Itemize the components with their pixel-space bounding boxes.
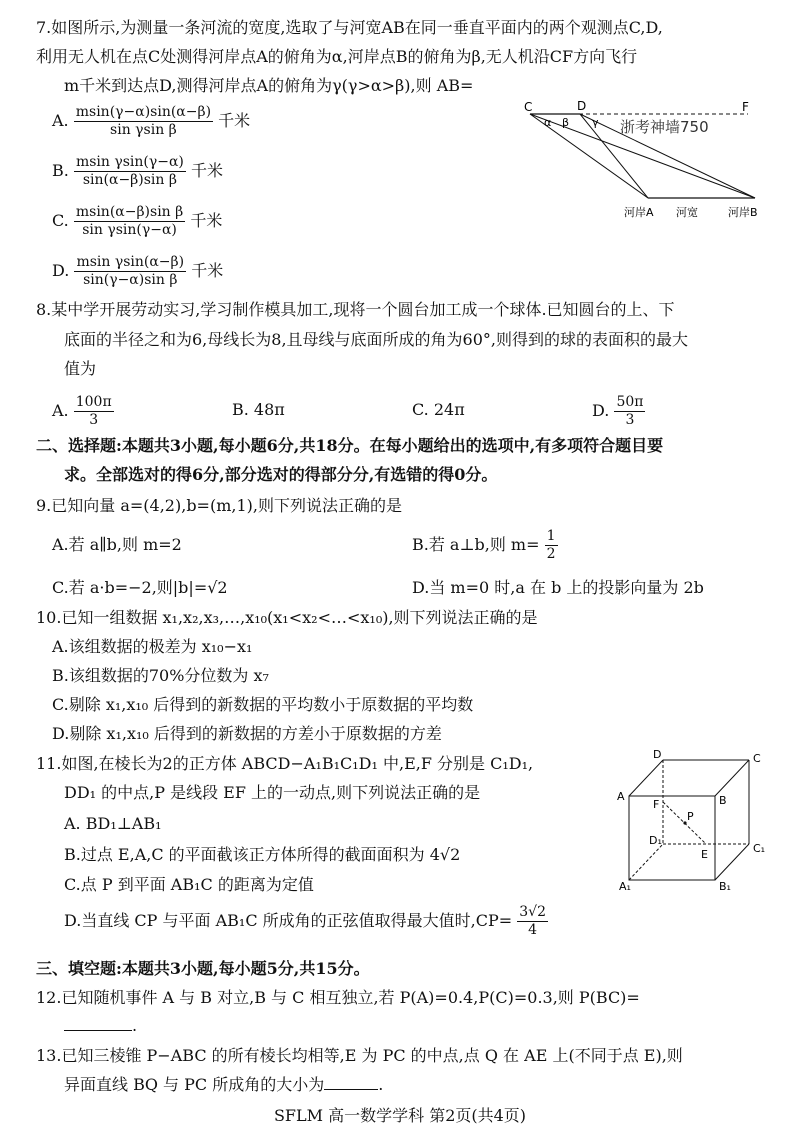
q12-answer-line: . xyxy=(64,1016,137,1036)
q7-label-bank-b: 河岸B xyxy=(728,206,758,219)
q11-line2: DD₁ 的中点,P 是线段 EF 上的一动点,则下列说法正确的是 xyxy=(64,783,481,802)
q13-line1: 13.已知三棱锥 P−ABC 的所有棱长均相等,E 为 PC 的中点,点 Q 在 AE 上(不同于点 E),则 xyxy=(36,1046,683,1065)
q13-answer-blank[interactable] xyxy=(324,1075,378,1090)
q7-option-c xyxy=(52,204,222,239)
q7-option-d-fraction: $\frac{\text{msin γsin(α−β)}}{\text{sin(γ−α)sin β}}$ xyxy=(76,254,185,288)
page-footer: SFLM 高一数学学科 第2页(共4页) xyxy=(273,1106,527,1125)
section2-heading-line2: 求。全部选对的得6分,部分选对的得部分分,有选错的得0分。 xyxy=(64,465,498,484)
q11-edge-ad xyxy=(629,760,663,796)
q7-line1: 7.如图所示,为测量一条河流的宽度,选取了与河宽AB在同一垂直平面内的两个观测点C,D, xyxy=(36,18,663,37)
q7-label-gamma: γ xyxy=(592,116,599,129)
q8-option-b: B. 48π xyxy=(232,400,285,419)
q7-label-bank-a: 河岸A xyxy=(624,206,654,219)
q7-label-width: 河宽 xyxy=(676,206,698,219)
q11-label-c: C xyxy=(753,752,761,765)
q7-watermark: 浙考神墙750 xyxy=(620,118,709,136)
q11-label-c1: C₁ xyxy=(753,842,766,855)
q7-label-f: F xyxy=(742,100,749,114)
q11-label-b: B xyxy=(719,794,727,807)
q7-option-a-fraction: $\frac{msin(\gamma-\alpha)\sin(\alpha-\beta)}{\text{sin γsin β}}$ xyxy=(75,104,212,138)
q9-stem: 9.已知向量 a=(4,2),b=(m,1),则下列说法正确的是 xyxy=(36,496,402,515)
q11-option-c: C.点 P 到平面 AB₁C 的距离为定值 xyxy=(64,875,314,894)
q8-line2: 底面的半径之和为6,母线长为8,且母线与底面所成的角为60°,则得到的球的表面积的最大 xyxy=(64,330,688,349)
q12-line1: 12.已知随机事件 A 与 B 对立,B 与 C 相互独立,若 P(A)=0.4,P(C)=0.3,则 P(BC)= xyxy=(36,988,640,1007)
q11-edge-bc xyxy=(715,760,749,796)
q8-option-d: D. $\frac{50\pi}{3}$ xyxy=(592,394,644,428)
q13-line2: 异面直线 BQ 与 PC 所成角的大小为 . xyxy=(64,1075,384,1094)
q11-label-b1: B₁ xyxy=(719,880,731,893)
q7-label-alpha: α xyxy=(544,116,552,129)
q9-option-a: A.若 a∥b,则 m=2 xyxy=(52,535,182,554)
q8-line3: 值为 xyxy=(64,359,97,378)
q11-cube-diagram xyxy=(615,748,775,896)
q11-option-b: B.过点 E,A,C 的平面截该正方体所得的截面面积为 4√2 xyxy=(64,845,461,864)
q7-option-a xyxy=(52,104,250,139)
q10-option-b: B.该组数据的70%分位数为 x₇ xyxy=(52,666,269,685)
q7-option-d-label: D. xyxy=(52,261,70,280)
q7-label-beta: β xyxy=(562,116,570,129)
q7-option-b-unit: 千米 xyxy=(190,161,223,180)
q11-label-p: P xyxy=(687,810,694,823)
q10-option-c: C.剔除 x₁,x₁₀ 后得到的新数据的平均数小于原数据的平均数 xyxy=(52,695,474,714)
q10-option-d: D.剔除 x₁,x₁₀ 后得到的新数据的方差小于原数据的方差 xyxy=(52,724,442,743)
q8-option-a: A. $\frac{100\pi}{3}$ xyxy=(52,394,112,428)
q8-line1: 8.某中学开展劳动实习,学习制作模具加工,现将一个圆台加工成一个球体.已知圆台的上、下 xyxy=(36,300,675,319)
q11-label-d: D xyxy=(653,748,662,761)
q8-option-a-fraction: $\frac{100\pi}{3}$ xyxy=(75,394,112,428)
q9-option-d: D.当 m=0 时,a 在 b 上的投影向量为 2b xyxy=(412,578,704,597)
q9-option-b-fraction: $\frac{1}{2}$ xyxy=(546,528,556,562)
section2-heading-line1: 二、选择题:本题共3小题,每小题6分,共18分。在每小题给出的选项中,有多项符合题目要 xyxy=(36,436,664,455)
q7-option-d-unit: 千米 xyxy=(191,261,224,280)
q11-line1: 11.如图,在棱长为2的正方体 ABCD−A₁B₁C₁D₁ 中,E,F 分别是 C₁D₁, xyxy=(36,754,534,773)
q7-label-d: D xyxy=(577,100,587,113)
q11-label-a: A xyxy=(617,790,625,803)
section3-heading: 三、填空题:本题共3小题,每小题5分,共15分。 xyxy=(36,959,370,978)
q10-option-a: A.该组数据的极差为 x₁₀−x₁ xyxy=(52,637,253,656)
q10-stem: 10.已知一组数据 x₁,x₂,x₃,…,x₁₀(x₁<x₂<…<x₁₀),则下列说法正确的是 xyxy=(36,608,538,627)
q7-option-b-label: B. xyxy=(52,161,69,180)
q7-line3: m千米到达点D,测得河岸点A的俯角为γ(γ>α>β),则 AB= xyxy=(64,76,474,95)
q7-river-diagram xyxy=(520,100,780,225)
q7-line2: 利用无人机在点C处测得河岸点A的俯角为α,河岸点B的俯角为β,无人机沿CF方向飞行 xyxy=(36,47,638,66)
q11-front-face xyxy=(629,796,715,880)
q7-label-c: C xyxy=(524,100,533,114)
q11-option-d-fraction: $\frac{3√2}{4}$ xyxy=(519,904,547,938)
q7-option-a-label: A. xyxy=(52,111,69,130)
q11-label-a1: A₁ xyxy=(619,880,631,893)
q7-option-a-unit: 千米 xyxy=(218,111,251,130)
q11-option-d: D.当直线 CP 与平面 AB₁C 所成角的正弦值取得最大值时,CP= $\frac{3√2}{4}$ xyxy=(64,904,547,938)
q7-option-c-fraction: $\frac{\text{msin(α−β)sin β}}{\text{sin γsin(γ−α)}}$ xyxy=(75,204,184,238)
q11-edge-b1c1 xyxy=(715,844,749,880)
q11-label-d1: D₁ xyxy=(649,834,662,847)
q8-option-d-fraction: $\frac{50\pi}{3}$ xyxy=(616,394,644,428)
q7-option-c-label: C. xyxy=(52,211,69,230)
q11-edge-a1d1 xyxy=(629,844,663,880)
q9-option-b: B.若 a⊥b,则 m= $\frac{1}{2}$ xyxy=(412,528,556,562)
q12-answer-blank[interactable] xyxy=(64,1016,132,1031)
q7-option-c-unit: 千米 xyxy=(190,211,223,230)
q8-option-c: C. 24π xyxy=(412,400,465,419)
q7-option-b xyxy=(52,154,223,189)
q11-option-a: A. BD₁⊥AB₁ xyxy=(64,814,162,833)
q11-label-e: E xyxy=(701,848,708,861)
q11-label-f: F xyxy=(653,798,660,811)
q7-option-d xyxy=(52,254,223,289)
q7-option-b-fraction: $\frac{\text{msin γsin(γ−α)}}{\text{sin(α−β)sin β}}$ xyxy=(75,154,184,188)
q9-option-c: C.若 a·b=−2,则|b|=√2 xyxy=(52,578,228,597)
